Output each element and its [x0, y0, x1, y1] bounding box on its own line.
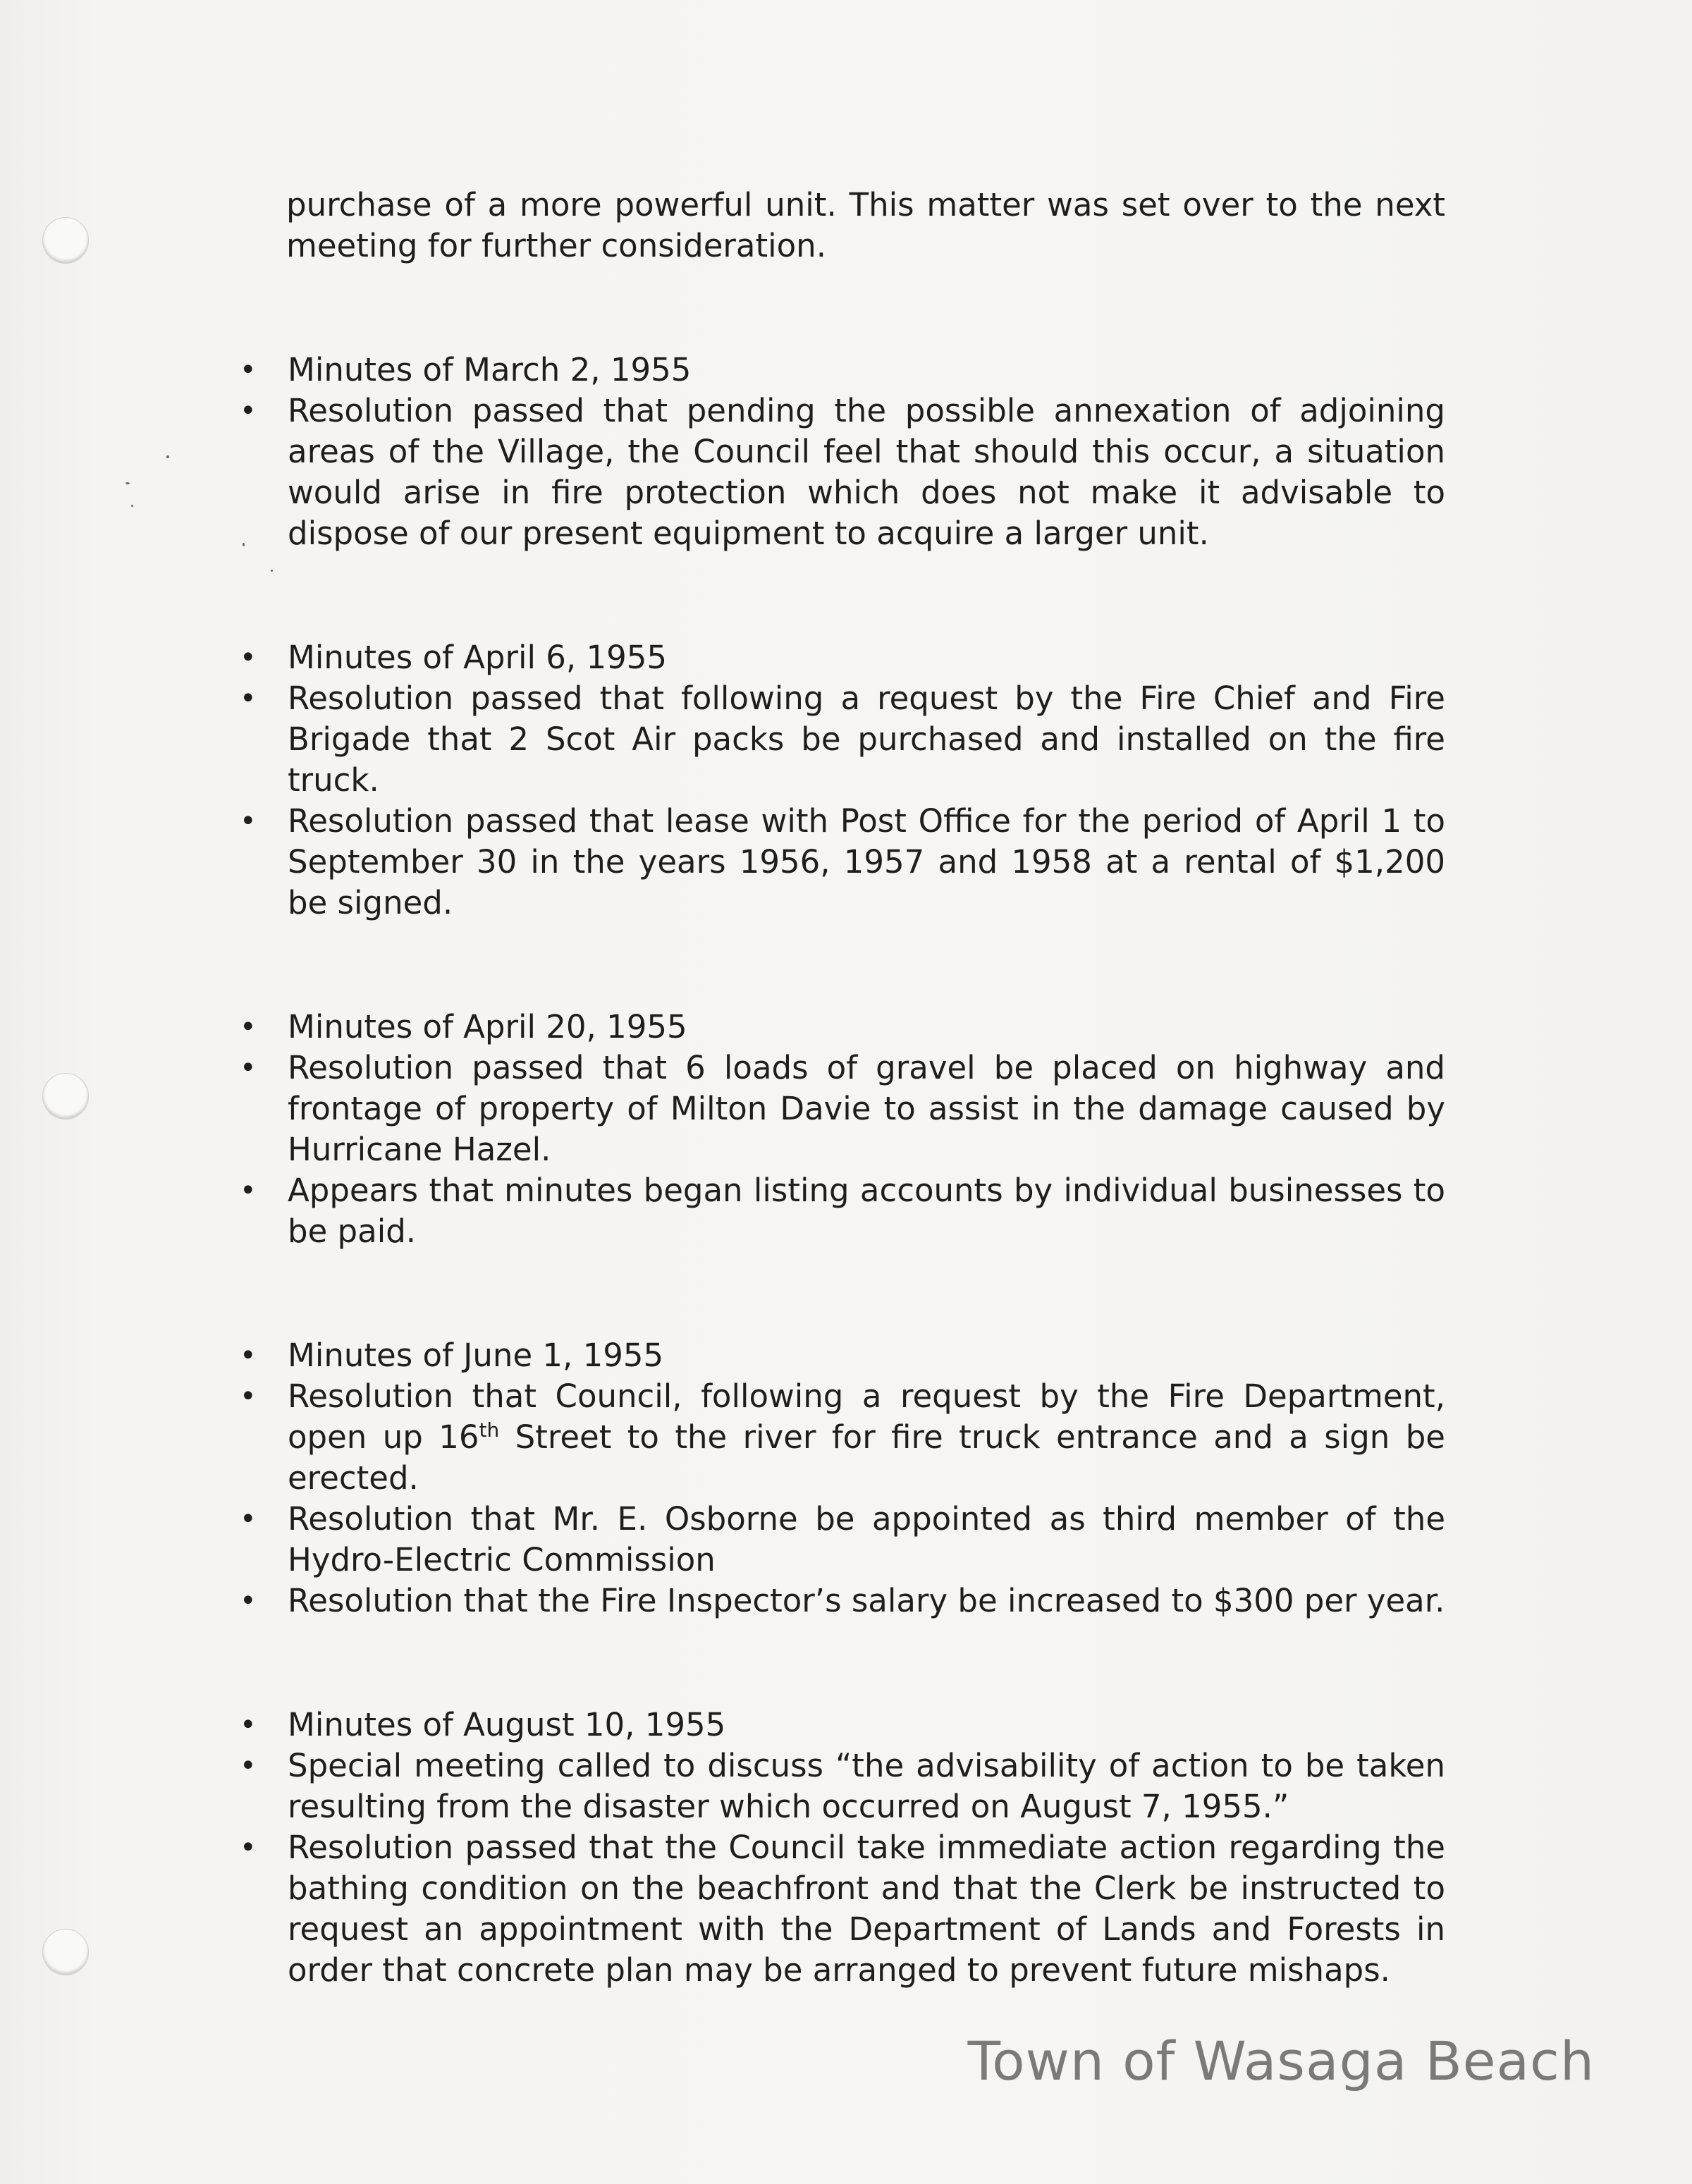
scan-speck: [131, 505, 133, 507]
punch-hole: [42, 217, 89, 264]
list-item: [233, 1007, 1445, 1048]
bullet-icon: •: [240, 395, 257, 427]
list-item: [233, 1335, 1445, 1376]
minutes-section-april-20: [233, 1007, 1445, 1252]
bullet-icon: •: [240, 1709, 257, 1741]
list-item: [233, 391, 1445, 554]
resolution-text: Resolution passed that the Council take immediate action regarding the bathing condition on the beachfront and that the Clerk be instructed to request an appointment with the Department of Lands and Forests in order that concrete plan may be arranged to prevent future mishaps.: [288, 1829, 1445, 1989]
minutes-section-april-6: [233, 637, 1445, 924]
watermark-text: Town of Wasaga Beach: [967, 2030, 1595, 2092]
punch-hole: [42, 1073, 89, 1119]
bullet-list: [233, 637, 1445, 924]
bullet-icon: •: [240, 1750, 257, 1782]
ordinal-superscript: th: [479, 1418, 500, 1442]
bullet-list: [233, 1007, 1445, 1252]
bullet-icon: •: [240, 805, 257, 838]
list-item: [233, 1499, 1445, 1581]
meeting-date-heading: Minutes of August 10, 1955: [288, 1706, 726, 1743]
minutes-section-march-2: [233, 350, 1445, 554]
scan-speck: [166, 455, 169, 458]
list-item: [233, 678, 1445, 801]
list-item: [233, 1376, 1445, 1499]
minutes-section-june-1: [233, 1335, 1445, 1621]
bullet-list: [233, 1705, 1445, 1991]
bullet-icon: •: [240, 354, 257, 386]
meeting-note-text: Special meeting called to discuss “the advisability of action to be taken resulting from the disaster which occurred on August 7, 1955.”: [288, 1747, 1445, 1825]
resolution-text: Resolution that Mr. E. Osborne be appointed as third member of the Hydro-Electric Commission: [288, 1500, 1445, 1578]
resolution-text: Resolution that the Fire Inspector’s salary be increased to $300 per year.: [288, 1582, 1445, 1619]
document-body: [233, 185, 1445, 1991]
bullet-icon: •: [240, 1052, 257, 1084]
list-item: [233, 1746, 1445, 1827]
meeting-date-heading: Minutes of April 6, 1955: [288, 639, 668, 676]
minutes-section-august-10: [233, 1705, 1445, 1991]
bullet-icon: •: [240, 1339, 257, 1372]
resolution-text: Resolution passed that following a request by the Fire Chief and Fire Brigade that 2 Scot Air packs be purchased and installed on the fire truck.: [288, 680, 1445, 799]
bullet-icon: •: [240, 1585, 257, 1617]
meeting-date-heading: Minutes of April 20, 1955: [288, 1008, 687, 1045]
list-item: [233, 1705, 1445, 1746]
meeting-date-heading: Minutes of March 2, 1955: [288, 351, 692, 388]
bullet-icon: •: [240, 1174, 257, 1207]
list-item: [233, 637, 1445, 678]
list-item: [233, 1170, 1445, 1252]
list-item: [233, 1581, 1445, 1621]
bullet-icon: •: [240, 1011, 257, 1043]
punch-hole: [42, 1929, 89, 1975]
resolution-text: Resolution passed that lease with Post Office for the period of April 1 to September 30 in the years 1956, 1957 and 1958 at a rental of $1,200 be signed.: [288, 802, 1445, 921]
resolution-text: Resolution passed that 6 loads of gravel be placed on highway and frontage of property of Milton Davie to assist in the damage caused by Hurricane Hazel.: [288, 1049, 1445, 1168]
list-item: [233, 1048, 1445, 1170]
note-text: Appears that minutes began listing accounts by individual businesses to be paid.: [288, 1172, 1445, 1250]
bullet-list: [233, 1335, 1445, 1621]
list-item: [233, 350, 1445, 391]
bullet-icon: •: [240, 642, 257, 674]
resolution-text: Resolution that Council, following a request by the Fire Department, open up 16: [288, 1378, 1445, 1456]
bullet-icon: •: [240, 1832, 257, 1864]
bullet-list: [233, 350, 1445, 554]
bullet-icon: •: [240, 1380, 257, 1413]
list-item: [233, 1827, 1445, 1991]
intro-paragraph: purchase of a more powerful unit. This matter was set over to the next meeting for further consideration.: [286, 186, 1445, 264]
list-item: [233, 801, 1445, 924]
bullet-icon: •: [240, 1503, 257, 1535]
resolution-text-continuation: Street to the river for fire truck entrance and a sign be erected.: [288, 1418, 1445, 1497]
bullet-icon: •: [240, 682, 257, 715]
scan-speck: [125, 482, 130, 484]
meeting-date-heading: Minutes of June 1, 1955: [288, 1337, 664, 1374]
resolution-text: Resolution passed that pending the possible annexation of adjoining areas of the Village, the Council feel that should this occur, a situation would arise in fire protection which does not make it advisable to dispose of our present equipment to acquire a larger unit.: [288, 392, 1445, 552]
